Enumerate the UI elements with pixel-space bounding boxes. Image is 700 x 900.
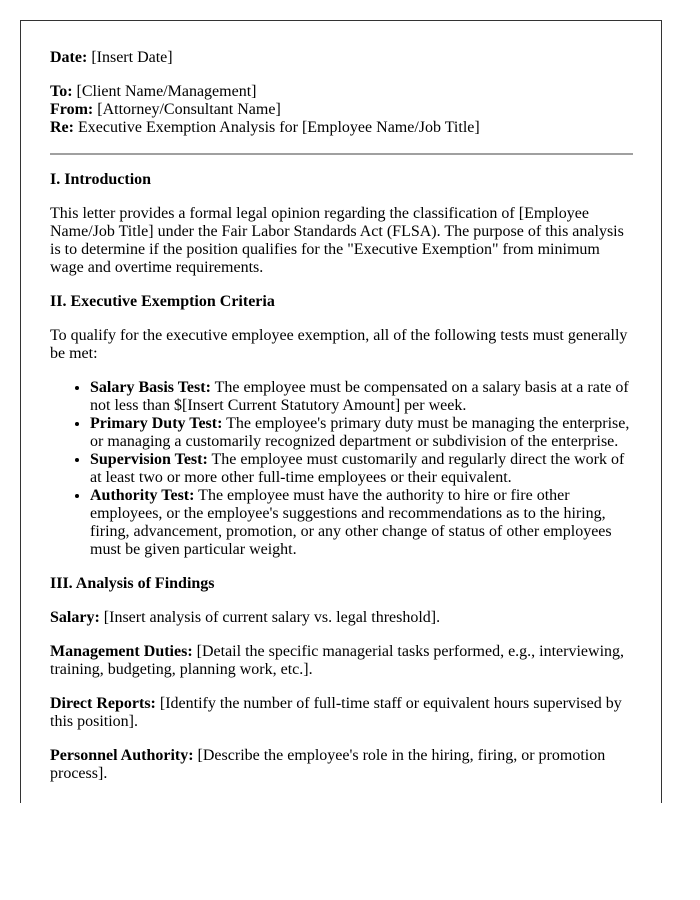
section-criteria-title: II. Executive Exemption Criteria	[50, 293, 275, 310]
analysis-text: [Identify the number of full-time staff or equivalent hours supervised by this position].	[50, 695, 622, 730]
to-value: [Client Name/Management]	[76, 83, 257, 100]
header-divider	[50, 153, 633, 155]
to-line	[50, 83, 633, 101]
section-introduction-title: I. Introduction	[50, 171, 152, 188]
date-label: Date:	[50, 49, 88, 66]
criteria-text: The employee's primary duty must be managing the enterprise, or managing a customarily recognized department or subdivision of the enterprise.	[90, 415, 630, 450]
section-analysis-title: III. Analysis of Findings	[50, 575, 215, 592]
analysis-label: Direct Reports:	[50, 695, 156, 712]
criteria-text: The employee must customarily and regularly direct the work of at least two or more other full-time employees or their equivalent.	[90, 451, 625, 486]
criteria-list	[50, 379, 633, 559]
criteria-label: Primary Duty Test:	[90, 415, 223, 432]
from-line	[50, 101, 633, 119]
analysis-text: [Describe the employee's role in the hiring, firing, or promotion process].	[50, 747, 606, 782]
criteria-label: Authority Test:	[90, 487, 195, 504]
analysis-personnel-authority	[50, 747, 633, 783]
analysis-label: Salary:	[50, 609, 100, 626]
address-block	[50, 83, 633, 137]
re-line	[50, 119, 633, 137]
date-line	[50, 49, 633, 67]
criteria-intro: To qualify for the executive employee exemption, all of the following tests must generally be met:	[50, 327, 628, 362]
analysis-text: [Detail the specific managerial tasks performed, e.g., interviewing, training, budgeting, planning work, etc.].	[50, 643, 625, 678]
analysis-management-duties	[50, 643, 633, 679]
criteria-item-salary-basis	[90, 379, 633, 415]
criteria-text: The employee must have the authority to hire or fire other employees, or the employee's suggestions and recommendations as to the hiring, firing, advancement, promotion, or any other change of status of other employees must be given particular weight.	[90, 487, 612, 558]
letter-content	[50, 49, 633, 799]
criteria-item-supervision	[90, 451, 633, 487]
criteria-item-primary-duty	[90, 415, 633, 451]
letter-page	[20, 20, 662, 803]
criteria-label: Supervision Test:	[90, 451, 208, 468]
analysis-salary	[50, 609, 633, 627]
analysis-direct-reports	[50, 695, 633, 731]
analysis-label: Management Duties:	[50, 643, 193, 660]
from-label: From:	[50, 101, 94, 118]
date-value: [Insert Date]	[91, 49, 173, 66]
from-value: [Attorney/Consultant Name]	[97, 101, 281, 118]
criteria-label: Salary Basis Test:	[90, 379, 211, 396]
criteria-text: The employee must be compensated on a salary basis at a rate of not less than $[Insert Current Statutory Amount] per week.	[90, 379, 629, 414]
criteria-item-authority	[90, 487, 633, 559]
analysis-text: [Insert analysis of current salary vs. legal threshold].	[103, 609, 441, 626]
analysis-label: Personnel Authority:	[50, 747, 194, 764]
re-value: Executive Exemption Analysis for [Employee Name/Job Title]	[77, 119, 480, 136]
to-label: To:	[50, 83, 73, 100]
re-label: Re:	[50, 119, 74, 136]
introduction-paragraph: This letter provides a formal legal opinion regarding the classification of [Employee Name/Job Title] under the Fair Labor Standards Act (FLSA). The purpose of this analysis is to determine if the position qualifies for the "Executive Exemption" from minimum wage and overtime requirements.	[50, 205, 624, 276]
